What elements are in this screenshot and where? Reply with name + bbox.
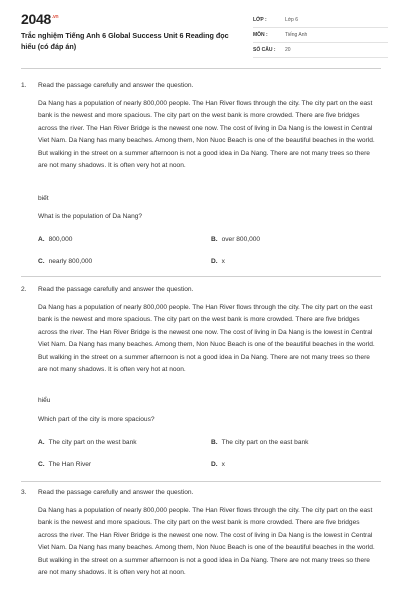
option-d[interactable] [211, 258, 225, 265]
reading-passage: Da Nang has a population of nearly 800,000 people. The Han River flows through the city. The city part on the east bank is the newest and more spacious. The city part on the west bank is more crowded. There are five bridges across the river. The Han River Bridge is the newest one now. The cost of living in Da Nang is the lowest in Central Viet Nam. Da Nang has many beaches. Among them, Non Nuoc Beach is one of the beautiful beaches in the world. But walking in the street on a summer afternoon is not a good idea in Da Nang. There are not many trees so there are not many shadows. It is often very hot at noon. [38, 507, 375, 577]
option-letter: C. [38, 461, 45, 468]
question-separator [21, 276, 381, 277]
question-instruction: Read the passage carefully and answer the question. [38, 489, 194, 496]
option-letter: D. [211, 258, 218, 265]
option-a[interactable] [38, 236, 72, 243]
option-text: The city part on the east bank [221, 439, 309, 446]
question-number: 2. [21, 286, 27, 293]
option-b[interactable] [211, 236, 260, 243]
option-letter: B. [211, 439, 218, 446]
meta-subject-value: Tiếng Anh [285, 32, 308, 38]
question-number: 1. [21, 82, 27, 89]
option-letter: A. [38, 439, 45, 446]
logo-text: 2048 [21, 11, 51, 27]
option-text: x [221, 461, 225, 468]
option-c[interactable] [38, 461, 91, 468]
header-divider [21, 68, 381, 69]
site-logo[interactable] [21, 11, 58, 27]
question-prompt: What is the population of Da Nang? [38, 213, 143, 220]
meta-count-label: SỐ CÂU : [253, 47, 276, 53]
meta-class [253, 13, 388, 28]
option-b[interactable] [211, 439, 308, 446]
option-a[interactable] [38, 439, 137, 446]
difficulty-level: biết [38, 195, 49, 202]
option-d[interactable] [211, 461, 225, 468]
option-text: over 800,000 [221, 236, 261, 243]
logo-suffix: .vn [51, 14, 59, 21]
option-letter: C. [38, 258, 45, 265]
document-title: Trắc nghiệm Tiếng Anh 6 Global Success Unit 6 Reading đọc hiểu (có đáp án) [21, 31, 229, 51]
page-header [0, 0, 400, 70]
option-c[interactable] [38, 258, 92, 265]
option-letter: A. [38, 236, 45, 243]
meta-subject-label: MÔN : [253, 32, 268, 38]
option-letter: D. [211, 461, 218, 468]
option-text: 800,000 [48, 236, 73, 243]
reading-passage: Da Nang has a population of nearly 800,000 people. The Han River flows through the city. The city part on the east bank is the newest and more spacious. The city part on the west bank is more crowded. There are five bridges across the river. The Han River Bridge is the newest one now. The cost of living in Da Nang is the lowest in Central Viet Nam. Da Nang has many beaches. Among them, Non Nuoc Beach is one of the beautiful beaches in the world. But walking in the street on a summer afternoon is not a good idea in Da Nang. There are not many trees so there are not many shadows. It is often very hot at noon. [38, 304, 375, 374]
reading-passage: Da Nang has a population of nearly 800,000 people. The Han River flows through the city. The city part on the east bank is the newest and more spacious. The city part on the west bank is more crowded. There are five bridges across the river. The Han River Bridge is the newest one now. The cost of living in Da Nang is the lowest in Central Viet Nam. Da Nang has many beaches. Among them, Non Nuoc Beach is one of the beautiful beaches in the world. But walking in the street on a summer afternoon is not a good idea in Da Nang. There are not many trees so there are not many shadows. It is often very hot at noon. [38, 100, 375, 170]
option-text: The city part on the west bank [48, 439, 137, 446]
meta-subject [253, 28, 388, 43]
option-text: The Han River [48, 461, 92, 468]
meta-class-value: Lớp 6 [285, 17, 299, 23]
option-text: x [221, 258, 225, 265]
option-text: nearly 800,000 [48, 258, 93, 265]
question-number: 3. [21, 489, 27, 496]
meta-count [253, 43, 388, 58]
question-prompt: Which part of the city is more spacious? [38, 416, 155, 423]
question-instruction: Read the passage carefully and answer the question. [38, 286, 194, 293]
meta-count-value: 20 [285, 47, 291, 53]
question-instruction: Read the passage carefully and answer the question. [38, 82, 194, 89]
difficulty-level: hiểu [38, 397, 51, 404]
meta-class-label: LỚP : [253, 17, 267, 23]
option-letter: B. [211, 236, 218, 243]
question-separator [21, 481, 381, 482]
